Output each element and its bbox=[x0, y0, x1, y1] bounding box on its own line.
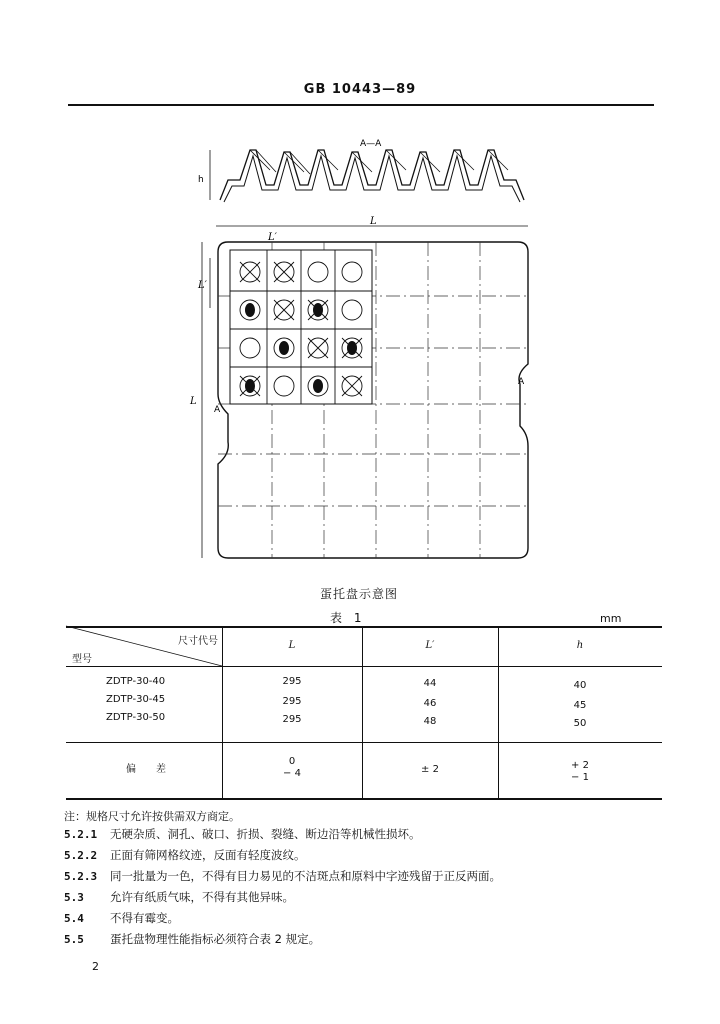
clause-number: 5.2.2 bbox=[64, 849, 98, 862]
clause-text: 正面有筛网格纹迹，反面有轻度波纹。 bbox=[110, 848, 306, 862]
header-rule bbox=[68, 104, 654, 106]
row-h: 45 bbox=[573, 700, 587, 711]
row-Lprime: 44 bbox=[423, 678, 437, 689]
clause-5-2-2 bbox=[64, 847, 306, 863]
table-unit: mm bbox=[600, 612, 622, 625]
section-view-drawing bbox=[198, 130, 540, 210]
clause-5-4 bbox=[64, 910, 179, 926]
standard-number-header: GB 10443—89 bbox=[303, 82, 417, 97]
tolerance-h-upper: + 2 bbox=[571, 760, 589, 771]
table-note: 注：规格尺寸允许按供需双方商定。 bbox=[64, 810, 240, 823]
col-header-h: h bbox=[576, 640, 584, 651]
clause-number: 5.2.3 bbox=[64, 870, 98, 883]
col-header-L: L bbox=[288, 640, 296, 651]
tolerance-Lprime: ± 2 bbox=[421, 764, 439, 775]
page-number: 2 bbox=[92, 960, 99, 973]
col-header-Lprime: L′ bbox=[425, 640, 435, 651]
row-model: ZDTP-30-45 bbox=[106, 694, 166, 705]
dim-Lprime-top-label: L′ bbox=[268, 232, 277, 243]
row-Lprime: 48 bbox=[423, 716, 437, 727]
clause-5-2-1 bbox=[64, 826, 421, 842]
clause-5-2-3 bbox=[64, 868, 501, 884]
dim-L-side-label: L bbox=[190, 396, 197, 407]
clause-number: 5.4 bbox=[64, 912, 84, 925]
row-h: 40 bbox=[573, 680, 587, 691]
clause-number: 5.5 bbox=[64, 933, 84, 946]
plan-view-drawing bbox=[188, 214, 538, 574]
dimension-table bbox=[66, 626, 662, 800]
clause-text: 不得有霉变。 bbox=[110, 911, 179, 925]
clause-number: 5.2.1 bbox=[64, 828, 98, 841]
section-marker-right: A bbox=[518, 377, 525, 387]
section-marker-left: A bbox=[214, 405, 221, 415]
clause-number: 5.3 bbox=[64, 891, 84, 904]
dim-Lprime-side-label: L′ bbox=[198, 280, 207, 291]
row-L: 295 bbox=[282, 696, 302, 707]
dim-h-label: h bbox=[198, 175, 204, 185]
tolerance-L-upper: 0 bbox=[288, 756, 296, 767]
row-h: 50 bbox=[573, 718, 587, 729]
clause-text: 同一批量为一色，不得有目力易见的不洁斑点和原料中字迹残留于正反两面。 bbox=[110, 869, 501, 883]
tolerance-label: 偏 差 bbox=[126, 764, 166, 775]
header-size-code: 尺寸代号 bbox=[178, 636, 218, 647]
row-model: ZDTP-30-40 bbox=[106, 676, 166, 687]
section-label: A—A bbox=[360, 139, 382, 149]
clause-text: 允许有纸质气味，不得有其他异味。 bbox=[110, 890, 294, 904]
clause-text: 无硬杂质、洞孔、破口、折损、裂缝、断边沿等机械性损坏。 bbox=[110, 827, 421, 841]
table-title: 表 1 bbox=[330, 611, 366, 625]
clause-5-5 bbox=[64, 931, 320, 947]
row-model: ZDTP-30-50 bbox=[106, 712, 166, 723]
clause-5-3 bbox=[64, 889, 294, 905]
row-L: 295 bbox=[282, 714, 302, 725]
header-model: 型号 bbox=[72, 654, 92, 665]
dim-L-top-label: L bbox=[370, 216, 377, 227]
row-L: 295 bbox=[282, 676, 302, 687]
tolerance-L-lower: − 4 bbox=[283, 768, 301, 779]
row-Lprime: 46 bbox=[423, 698, 437, 709]
figure-caption: 蛋托盘示意图 bbox=[320, 587, 399, 601]
clause-text: 蛋托盘物理性能指标必须符合表 2 规定。 bbox=[110, 932, 321, 946]
tolerance-h-lower: − 1 bbox=[571, 772, 589, 783]
